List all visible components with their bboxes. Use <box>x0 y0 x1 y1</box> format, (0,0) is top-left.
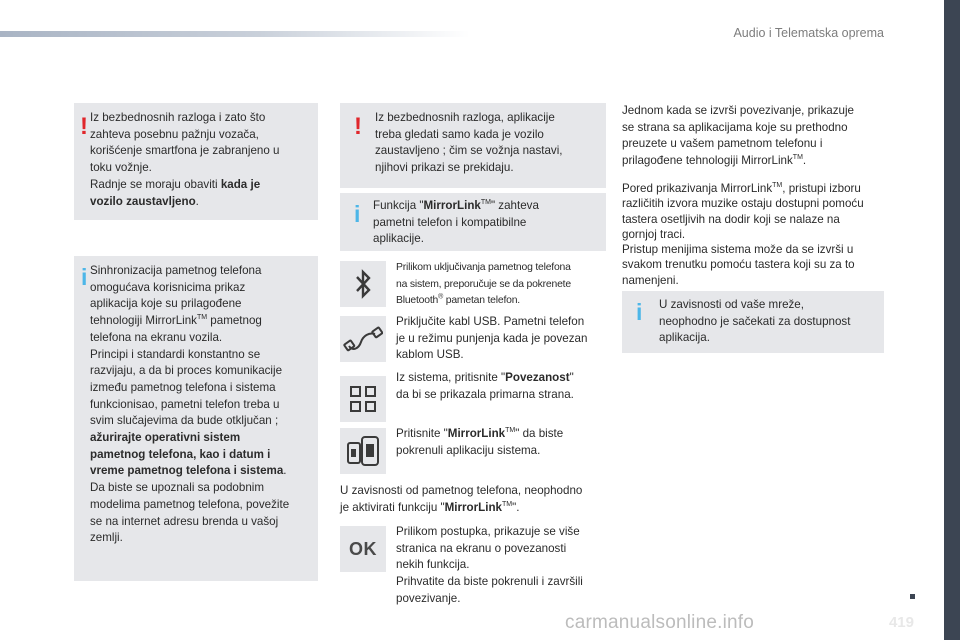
step-connectivity-text: Iz sistema, pritisnite "Povezanost" da bi se prikazala primarna strana. <box>396 371 574 401</box>
warning-apps-text: Iz bezbednosnih razloga, aplikacije treba gledati samo kada je vozilo zaustavljeno ; čim se vožnja nastavi, njihovi prikazi se prekidaju. <box>375 111 563 175</box>
activate-mirrorlink-paragraph: U zavisnosti od pametnog telefona, neophodno je aktivirati funkciju "MirrorLink™". <box>340 484 583 514</box>
usb-cable-icon <box>340 316 386 362</box>
step-mirrorlink-text: Pritisnite "MirrorLink™" da biste pokrenuli aplikaciju sistema. <box>396 427 564 457</box>
mirrorlink-phone-icon <box>340 428 386 474</box>
info-network-text: U zavisnosti od vaše mreže, neophodno je sačekati za dostupnost aplikacija. <box>659 298 851 345</box>
page-marker <box>910 594 915 599</box>
info-box-mirrorlink <box>340 193 606 251</box>
info-sync-text: Sinhronizacija pametnog telefona omogućava korisnicima prikaz aplikacija koje su prilagođene tehnologiji MirrorLink™ pametnog telefona na ekranu vozila. Principi i standardi konstantno se razvijaju, a da bi proces komunikacije između pametnog telefona i sistema funkcionisao, pametni telefon treba u svim slučajevima da bude otključan ; ažurirajte operativni sistem pametnog telefona, kao i datum i vreme pametnog telefona i sistema. Da biste se upoznali sa podobnim modelima pametnog telefona, povežite se na internet adresu brenda u vašoj zemlji. <box>90 264 290 545</box>
step-usb-text: Priključite kabl USB. Pametni telefon je u režimu punjenja kada je povezan kablom USB. <box>396 315 588 362</box>
info-box-sync <box>74 256 318 581</box>
warning-box-driving <box>74 103 318 220</box>
warning-icon: ! <box>80 113 88 140</box>
page-number: 419 <box>888 614 914 631</box>
warning-box-apps <box>340 103 606 188</box>
step-ok-text: Prilikom postupka, prikazuje se više stranica na ekranu o povezanosti nekih funkcija. Prihvatite da biste pokrenuli i završili povezivanje. <box>396 525 583 605</box>
warning-text: Iz bezbednosnih razloga i zato što zahteva posebnu pažnju vozača, korišćenje smartfona je zabranjeno u toku vožnje. Radnje se moraju obaviti kada je vozilo zaustavljeno. <box>90 111 280 208</box>
step-bluetooth-text: Prilikom uključivanja pametnog telefona na sistem, preporučuje se da pokrenete Bluetooth® pametan telefon. <box>396 262 571 306</box>
watermark: carmanualsonline.info <box>565 612 755 633</box>
connectivity-grid-icon <box>340 376 386 422</box>
info-box-network <box>622 291 884 353</box>
page-edge-bar <box>944 0 960 640</box>
info-icon: i <box>354 201 361 227</box>
page-header-title: Audio i Telematska oprema <box>733 26 884 40</box>
info-icon: i <box>81 264 88 290</box>
header-accent-bar <box>0 31 470 37</box>
bluetooth-icon <box>340 261 386 307</box>
warning-icon: ! <box>354 113 362 140</box>
connection-result-paragraph: Jednom kada se izvrši povezivanje, prikazuje se strana sa aplikacijama koje su prethodno preuzete u vašem pametnom telefonu i prilagođene tehnologiji MirrorLink™. <box>622 104 854 167</box>
sources-access-paragraph: Pored prikazivanja MirrorLink™, pristupi izboru različitih izvora muzike ostaju dostupni pomoću tastera osetljivih na dodir koji se nalaze na gornjoj traci. Pristup menijima sistema može da se izvrši u svakom trenutku pomoću tastera koji su za to namenjeni. <box>622 182 864 287</box>
info-icon: i <box>636 299 643 325</box>
ok-button-icon: OK <box>340 526 386 572</box>
info-mirrorlink-text: Funkcija "MirrorLink™" zahteva pametni telefon i kompatibilne aplikacije. <box>373 199 539 246</box>
